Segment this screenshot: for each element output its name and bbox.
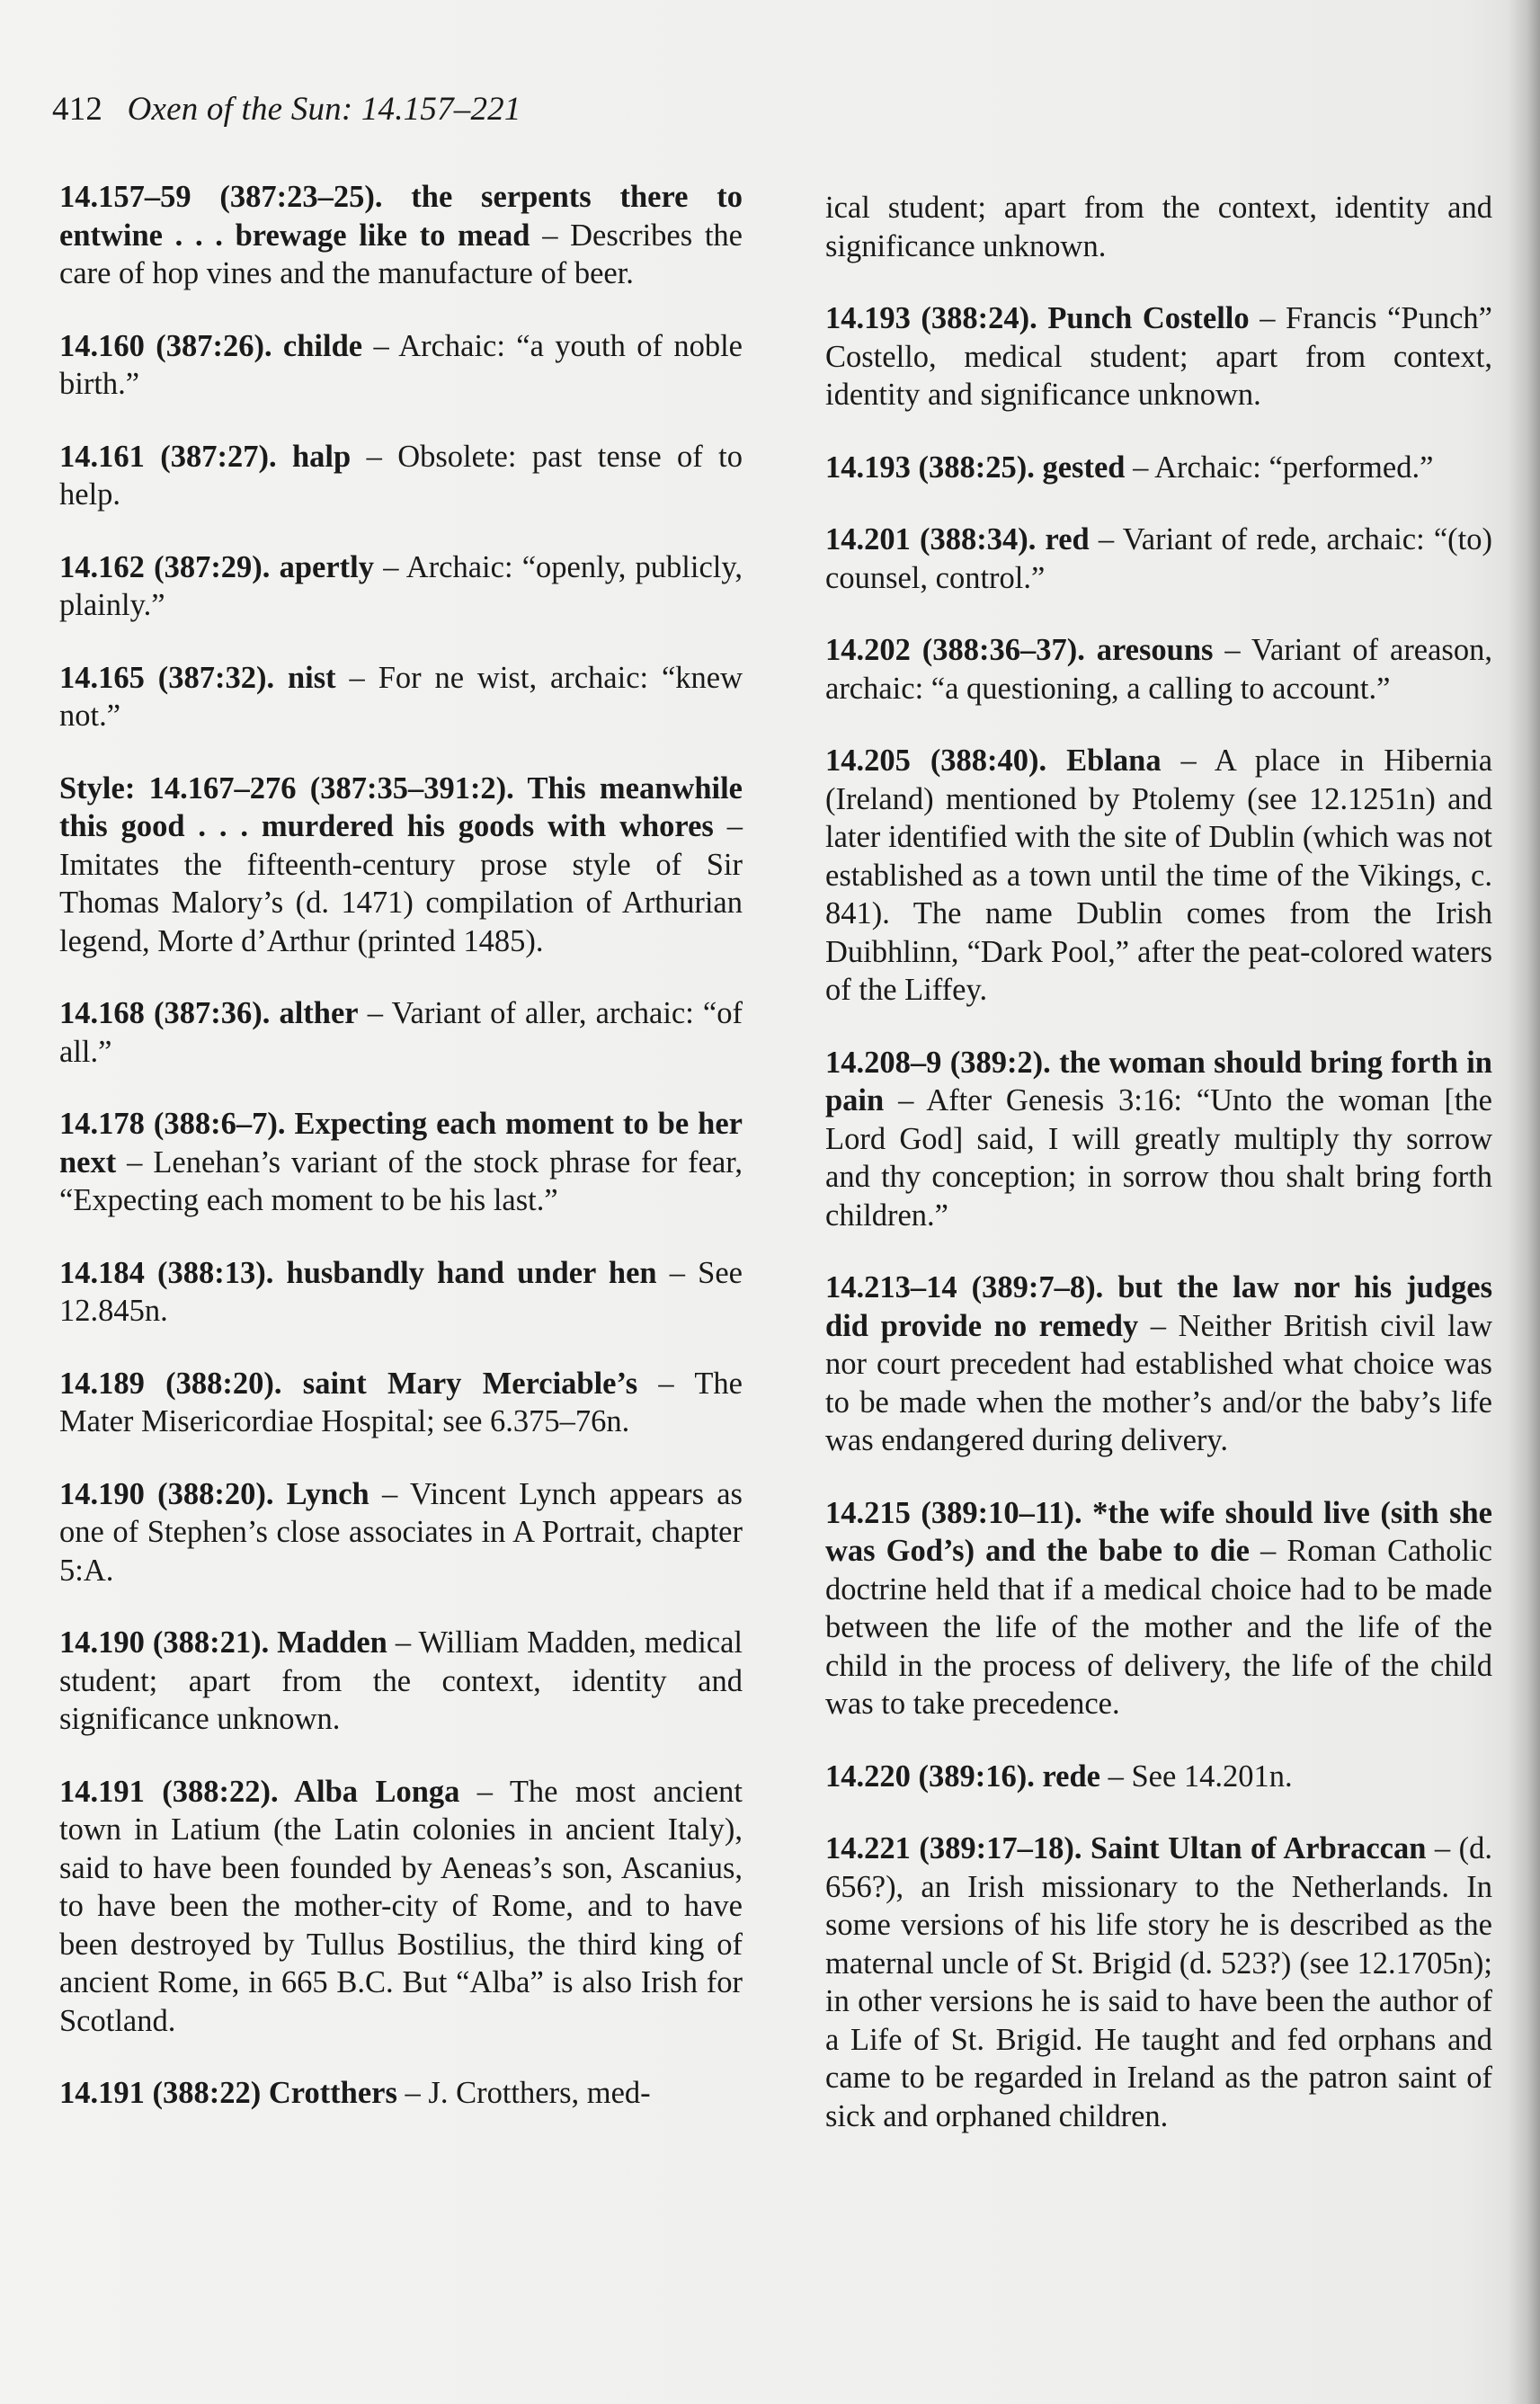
entry-gloss: Roman Catholic doctrine held that if a medical choice had to be made between the life of the mother and the life of the child in the process of delivery, the life of the child was to take precedence. <box>825 1534 1492 1721</box>
entry-lemma: 14.208–9 (389:2). the woman should bring forth in pain <box>825 1045 1492 1117</box>
entry-lemma: Style: 14.167–276 (387:35–391:2). This meanwhile this good . . . murdered his goods with whores <box>59 770 743 843</box>
entry-gloss: ical student; apart from the context, identity and significance unknown. <box>825 191 1492 263</box>
entry-gloss: After Genesis 3:16: “Unto the woman [the Lord God] said, I will greatly multiply thy sorrow and thy conception; in sorrow thou shalt bring forth children.” <box>825 1083 1492 1233</box>
entry-gloss: Lenehan’s variant of the stock phrase for fear, “Expecting each moment to be his last.” <box>59 1144 743 1217</box>
entry-gloss: Variant of aller, archaic: “of all.” <box>59 996 743 1069</box>
annotation-entry: 14.162 (387:29). apertly – Archaic: “openly, publicly, plainly.” <box>59 549 743 622</box>
annotation-entry: 14.190 (388:20). Lynch – Vincent Lynch appears as one of Stephen’s close associates in A Portrait, chapter 5:A. <box>59 1476 743 1588</box>
entry-gloss: The most ancient town in Latium (the Latin colonies in ancient Italy), said to have been founded by Aeneas’s son, Ascanius, to have been the mother-city of Rome, and to have been destroyed by Tullus Bostilius, the third king of ancient Rome, in 665 B.C. But “Alba” is also Irish for Scotland. <box>59 1774 743 2038</box>
entry-lemma: 14.162 (387:29). apertly <box>59 549 375 584</box>
annotation-entry-continued <box>825 189 1492 265</box>
entry-lemma: 14.168 (387:36). alther <box>59 996 359 1030</box>
page-number: 412 <box>52 91 103 128</box>
running-title: Oxen of the Sun: 14.157–221 <box>127 91 521 128</box>
annotation-entry: 14.202 (388:36–37). aresouns – Variant of areason, archaic: “a questioning, a calling to account.” <box>825 633 1492 706</box>
entry-lemma: 14.160 (387:26). childe <box>59 328 363 363</box>
entry-gloss: Francis “Punch” Costello, medical student; apart from context, identity and significance unknown. <box>825 301 1492 412</box>
entry-gloss: Describes the care of hop vines and the manufacture of beer. <box>59 218 743 290</box>
annotation-entry: 14.191 (388:22) Crotthers – J. Crotthers, med- <box>59 2076 651 2110</box>
annotation-entry: 14.190 (388:21). Madden – William Madden, medical student; apart from the context, identity and significance unknown. <box>59 1625 743 1736</box>
entry-lemma: 14.190 (388:21). Madden <box>59 1625 387 1660</box>
annotation-entry: 14.184 (388:13). husbandly hand under hen – See 12.845n. <box>59 1255 743 1328</box>
entry-gloss: For ne wist, archaic: “knew not.” <box>59 660 743 733</box>
entry-lemma: 14.161 (387:27). halp <box>59 439 352 474</box>
entry-lemma: 14.184 (388:13). husbandly hand under hen <box>59 1255 657 1290</box>
entry-gloss: Archaic: “performed.” <box>1154 450 1434 485</box>
entry-gloss: Archaic: “a youth of noble birth.” <box>59 328 743 401</box>
entry-gloss: Variant of areason, archaic: “a questioning, a calling to account.” <box>825 633 1492 706</box>
annotation-entry: 14.221 (389:17–18). Saint Ultan of Arbraccan – (d. 656?), an Irish missionary to the Netherlands. In some versions of his life story he is described as the maternal uncle of St. Brigid (d. 523?) (see 12.1705n); in other versions he is said to have been the author of a Life of St. Brigid. He taught and fed orphans and came to be regarded in Ireland as the patron saint of sick and orphaned children. <box>825 1831 1493 2133</box>
annotation-entry: 14.220 (389:16). rede – See 14.201n. <box>825 1758 1293 1794</box>
entry-gloss: Neither British civil law nor court precedent had established what choice was to be made when the mother’s and/or the baby’s life was endangered during delivery. <box>825 1308 1492 1457</box>
entry-gloss: J. Crotthers, med- <box>428 2076 651 2110</box>
entry-lemma: 14.202 (388:36–37). aresouns <box>825 633 1214 667</box>
entry-lemma: 14.193 (388:24). Punch Costello <box>825 301 1250 335</box>
annotation-entry: 14.160 (387:26). childe – Archaic: “a youth of noble birth.” <box>59 328 743 401</box>
entry-lemma: 14.157–59 (387:23–25). the serpents there to entwine . . . brewage like to mead <box>59 180 743 253</box>
annotation-entry: 14.189 (388:20). saint Mary Merciable’s – The Mater Misericordiae Hospital; see 6.375–76n. <box>59 1366 743 1438</box>
entry-lemma: 14.221 (389:17–18). Saint Ultan of Arbraccan <box>825 1831 1427 1865</box>
annotation-entry: 14.193 (388:25). gested – Archaic: “performed.” <box>825 450 1434 485</box>
annotation-entry: 14.201 (388:34). red – Variant of rede, archaic: “(to) counsel, control.” <box>825 522 1492 595</box>
right-column <box>825 178 1492 2169</box>
annotation-entry: Style: 14.167–276 (387:35–391:2). This meanwhile this good . . . murdered his goods with whores – Imitates the fifteenth-century prose style of Sir Thomas Malory’s (d. 1471) compilation of Arthurian legend, Morte d’Arthur (printed 1485). <box>59 770 743 958</box>
annotation-entry: 14.165 (387:32). nist – For ne wist, archaic: “knew not.” <box>59 660 743 733</box>
entry-gloss: Obsolete: past tense of to help. <box>59 439 743 512</box>
entry-lemma: 14.215 (389:10–11). *the wife should live (sith she was God’s) and the babe to die <box>825 1495 1492 1568</box>
running-header <box>52 90 521 129</box>
annotation-entry: 14.193 (388:24). Punch Costello – Francis “Punch” Costello, medical student; apart from context, identity and significance unknown. <box>825 301 1492 412</box>
entry-gloss: See 12.845n. <box>59 1255 743 1328</box>
entry-lemma: 14.191 (388:22). Alba Longa <box>59 1774 460 1809</box>
entry-gloss: William Madden, medical student; apart from the context, identity and significance unknown. <box>59 1625 743 1736</box>
entry-lemma: 14.190 (388:20). Lynch <box>59 1476 369 1511</box>
entry-gloss: Vincent Lynch appears as one of Stephen’s close associates in A Portrait, chapter 5:A. <box>59 1476 743 1588</box>
annotation-entry: 14.215 (389:10–11). *the wife should live (sith she was God’s) and the babe to die – Roman Catholic doctrine held that if a medical choice had to be made between the life of the mother and the life of the child in the process of delivery, the life of the child was to take precedence. <box>825 1495 1492 1721</box>
entry-gloss: Archaic: “openly, publicly, plainly.” <box>59 549 743 622</box>
entry-gloss: (d. 656?), an Irish missionary to the Netherlands. In some versions of his life story he is described as the maternal uncle of St. Brigid (d. 523?) (see 12.1705n); in other versions he is said to have been the author of a Life of St. Brigid. He taught and fed orphans and came to be regarded in Ireland as the patron saint of sick and orphaned children. <box>825 1831 1493 2133</box>
annotation-entry: 14.191 (388:22). Alba Longa – The most ancient town in Latium (the Latin colonies in ancient Italy), said to have been founded by Aeneas’s son, Ascanius, to have been the mother-city of Rome, and to have been destroyed by Tullus Bostilius, the third king of ancient Rome, in 665 B.C. But “Alba” is also Irish for Scotland. <box>59 1774 743 2038</box>
entry-lemma: 14.178 (388:6–7). Expecting each moment to be her next <box>59 1107 743 1180</box>
entry-gloss: The Mater Misericordiae Hospital; see 6.375–76n. <box>59 1366 743 1438</box>
annotation-entry: 14.168 (387:36). alther – Variant of aller, archaic: “of all.” <box>59 996 743 1069</box>
entry-lemma: 14.165 (387:32). nist <box>59 660 336 695</box>
entry-lemma: 14.201 (388:34). red <box>825 522 1090 556</box>
entry-gloss: See 14.201n. <box>1131 1758 1293 1794</box>
entry-gloss: Variant of rede, archaic: “(to) counsel, control.” <box>825 522 1492 595</box>
entry-lemma: 14.191 (388:22) Crotthers <box>59 2076 397 2110</box>
entry-lemma: 14.213–14 (389:7–8). but the law nor his judges did provide no remedy <box>825 1270 1492 1343</box>
entry-lemma: 14.189 (388:20). saint Mary Merciable’s <box>59 1366 638 1401</box>
left-column <box>59 178 743 2147</box>
entry-gloss: A place in Hibernia (Ireland) mentioned by Ptolemy (see 12.1251n) and later identified with the site of Dublin (which was not established as a town until the time of the Vikings, c. 841). The name Dublin comes from the Irish Duibhlinn, “Dark Pool,” after the peat-colored waters of the Liffey. <box>825 743 1493 1007</box>
annotation-entry: 14.161 (387:27). halp – Obsolete: past tense of to help. <box>59 439 743 512</box>
annotation-entry: 14.213–14 (389:7–8). but the law nor his judges did provide no remedy – Neither British civil law nor court precedent had established what choice was to be made when the mother’s and/or the baby’s life was endangered during delivery. <box>825 1270 1492 1457</box>
entry-lemma: 14.205 (388:40). Eblana <box>825 743 1162 778</box>
annotation-entry: 14.157–59 (387:23–25). the serpents there to entwine . . . brewage like to mead – Describes the care of hop vines and the manufacture of beer. <box>59 180 743 290</box>
annotation-entry: 14.178 (388:6–7). Expecting each moment to be her next – Lenehan’s variant of the stock phrase for fear, “Expecting each moment to be his last.” <box>59 1107 743 1217</box>
entry-lemma: 14.193 (388:25). gested <box>825 450 1126 485</box>
page-spine-shadow <box>1508 0 1540 2404</box>
entry-gloss: Imitates the fifteenth-century prose style of Sir Thomas Malory’s (d. 1471) compilation of Arthurian legend, Morte d’Arthur (printed 1485). <box>59 847 743 958</box>
entry-lemma: 14.220 (389:16). rede <box>825 1758 1100 1794</box>
annotation-entry: 14.205 (388:40). Eblana – A place in Hibernia (Ireland) mentioned by Ptolemy (see 12.1251n) and later identified with the site of Dublin (which was not established as a town until the time of the Vikings, c. 841). The name Dublin comes from the Irish Duibhlinn, “Dark Pool,” after the peat-colored waters of the Liffey. <box>825 743 1493 1007</box>
annotation-entry: 14.208–9 (389:2). the woman should bring forth in pain – After Genesis 3:16: “Unto the woman [the Lord God] said, I will greatly multiply thy sorrow and thy conception; in sorrow thou shalt bring forth children.” <box>825 1045 1492 1233</box>
